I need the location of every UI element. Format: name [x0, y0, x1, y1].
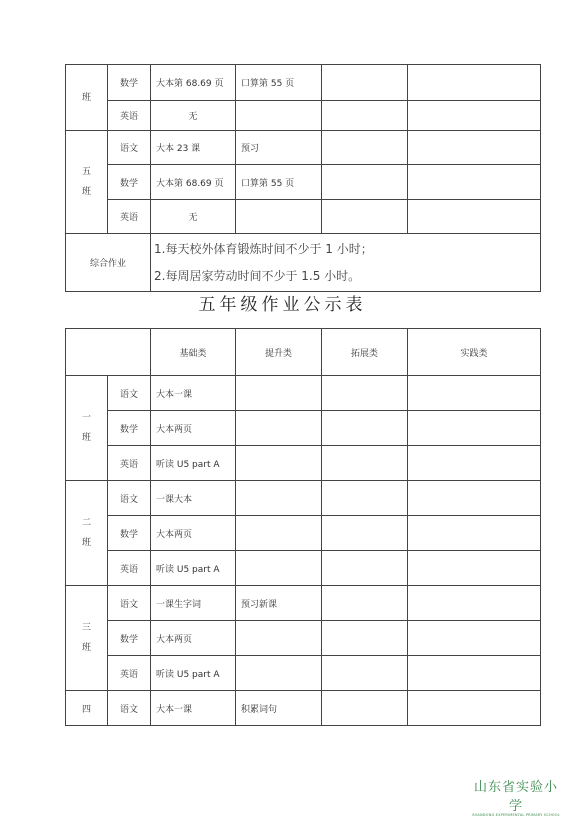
- practice-cell: [408, 621, 541, 656]
- table-row: [66, 656, 541, 691]
- extend-cell: [322, 165, 408, 200]
- subject-cell: 数学: [108, 165, 151, 200]
- improve-cell: [236, 376, 322, 411]
- improve-cell: 预习: [236, 131, 322, 165]
- basic-cell: 大本第 68.69 页: [151, 65, 236, 101]
- improve-cell: [236, 101, 322, 131]
- header-basic: 基础类: [151, 329, 236, 376]
- homework-table: [65, 328, 541, 726]
- basic-cell: 听读 U5 part A: [151, 656, 236, 691]
- subject-cell: 数学: [108, 65, 151, 101]
- class-label: 五 班: [66, 131, 108, 234]
- table-row: [66, 551, 541, 586]
- subject-cell: 英语: [108, 101, 151, 131]
- subject-cell: 数学: [108, 621, 151, 656]
- school-logo: [470, 776, 562, 817]
- improve-cell: [236, 656, 322, 691]
- class-label: 班: [66, 65, 108, 131]
- practice-cell: [408, 656, 541, 691]
- basic-cell: 大本一课: [151, 376, 236, 411]
- practice-cell: [408, 411, 541, 446]
- general-homework-content: [151, 234, 541, 292]
- subject-cell: 英语: [108, 656, 151, 691]
- practice-cell: [408, 65, 541, 101]
- extend-cell: [322, 516, 408, 551]
- subject-cell: 语文: [108, 586, 151, 621]
- practice-cell: [408, 481, 541, 516]
- extend-cell: [322, 101, 408, 131]
- table-row: [66, 516, 541, 551]
- extend-cell: [322, 481, 408, 516]
- class-label: 三 班: [66, 586, 108, 691]
- subject-cell: 语文: [108, 376, 151, 411]
- general-homework-line: 2.每周居家劳动时间不少于 1.5 小时。: [154, 268, 361, 283]
- general-homework-label: 综合作业: [66, 234, 151, 292]
- practice-cell: [408, 200, 541, 234]
- homework-table-continued: [65, 64, 541, 292]
- basic-cell: 一课生字词: [151, 586, 236, 621]
- improve-cell: [236, 621, 322, 656]
- extend-cell: [322, 551, 408, 586]
- extend-cell: [322, 586, 408, 621]
- table-row: [66, 481, 541, 516]
- table-row: [66, 65, 541, 101]
- basic-cell: 大本两页: [151, 621, 236, 656]
- basic-cell: 大本第 68.69 页: [151, 165, 236, 200]
- basic-cell: 听读 U5 part A: [151, 446, 236, 481]
- improve-cell: [236, 516, 322, 551]
- extend-cell: [322, 656, 408, 691]
- table-row: [66, 131, 541, 165]
- practice-cell: [408, 131, 541, 165]
- page-title: 五年级作业公示表: [198, 295, 367, 315]
- extend-cell: [322, 65, 408, 101]
- table-row: [66, 411, 541, 446]
- class-label: 四: [66, 691, 108, 726]
- basic-cell: 听读 U5 part A: [151, 551, 236, 586]
- practice-cell: [408, 551, 541, 586]
- table-row: [66, 586, 541, 621]
- table-row: [66, 234, 541, 292]
- table-row: [66, 621, 541, 656]
- practice-cell: [408, 165, 541, 200]
- subject-cell: 英语: [108, 551, 151, 586]
- header-improve: 提升类: [236, 329, 322, 376]
- subject-cell: 数学: [108, 411, 151, 446]
- table-row: [66, 200, 541, 234]
- subject-cell: 数学: [108, 516, 151, 551]
- improve-cell: [236, 481, 322, 516]
- improve-cell: 口算第 55 页: [236, 165, 322, 200]
- basic-cell: 大本两页: [151, 411, 236, 446]
- improve-cell: 口算第 55 页: [236, 65, 322, 101]
- practice-cell: [408, 516, 541, 551]
- class-label: 一 班: [66, 376, 108, 481]
- improve-cell: [236, 446, 322, 481]
- extend-cell: [322, 446, 408, 481]
- practice-cell: [408, 586, 541, 621]
- header-extend: 拓展类: [322, 329, 408, 376]
- improve-cell: [236, 551, 322, 586]
- extend-cell: [322, 376, 408, 411]
- basic-cell: 大本一课: [151, 691, 236, 726]
- table-row: [66, 376, 541, 411]
- basic-cell: 大本两页: [151, 516, 236, 551]
- extend-cell: [322, 200, 408, 234]
- class-label: 二 班: [66, 481, 108, 586]
- subject-cell: 语文: [108, 131, 151, 165]
- improve-cell: [236, 200, 322, 234]
- basic-cell: 大本 23 课: [151, 131, 236, 165]
- extend-cell: [322, 691, 408, 726]
- extend-cell: [322, 621, 408, 656]
- table-header-row: [66, 329, 541, 376]
- extend-cell: [322, 131, 408, 165]
- improve-cell: 积累词句: [236, 691, 322, 726]
- practice-cell: [408, 446, 541, 481]
- subject-cell: 语文: [108, 481, 151, 516]
- practice-cell: [408, 691, 541, 726]
- subject-cell: 英语: [108, 446, 151, 481]
- subject-cell: 英语: [108, 200, 151, 234]
- school-logo-name: 山东省实验小学: [473, 780, 558, 814]
- table-row: [66, 165, 541, 200]
- table-row: [66, 446, 541, 481]
- school-logo-english: SHANDONG EXPERIMENTAL PRIMARY SCHOOL: [472, 813, 560, 817]
- improve-cell: [236, 411, 322, 446]
- basic-cell: 一课大本: [151, 481, 236, 516]
- extend-cell: [322, 411, 408, 446]
- basic-cell: 无: [151, 200, 236, 234]
- general-homework-line: 1.每天校外体育锻炼时间不少于 1 小时；: [154, 241, 373, 256]
- table-row: [66, 691, 541, 726]
- subject-cell: 语文: [108, 691, 151, 726]
- basic-cell: 无: [151, 101, 236, 131]
- improve-cell: 预习新课: [236, 586, 322, 621]
- header-blank: [66, 329, 151, 376]
- practice-cell: [408, 376, 541, 411]
- header-practice: 实践类: [408, 329, 541, 376]
- practice-cell: [408, 101, 541, 131]
- table-row: [66, 101, 541, 131]
